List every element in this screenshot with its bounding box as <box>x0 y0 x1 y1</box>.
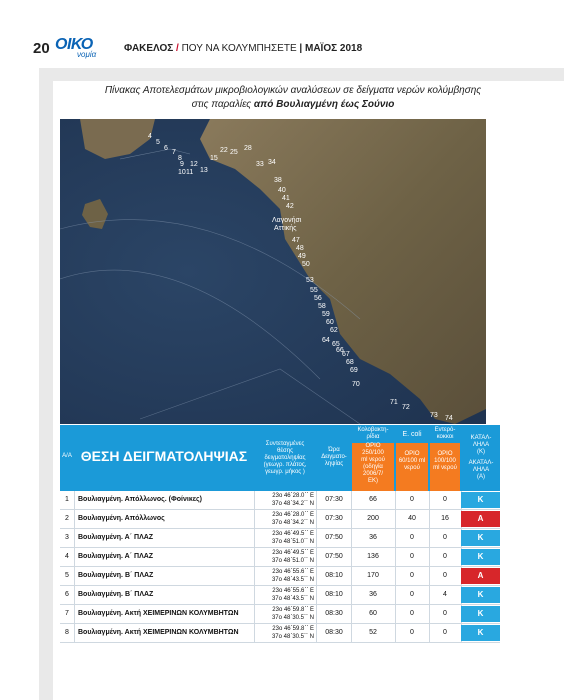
cell-aa: 8 <box>65 629 69 636</box>
column-divider <box>316 510 317 528</box>
breadcrumb-bar: | <box>299 43 303 54</box>
cell-entero: 0 <box>443 496 447 503</box>
title-prefix: στις παραλίες <box>191 99 254 110</box>
cell-longitude: 23ο 46΄55.6΄΄ Ε <box>272 569 314 575</box>
entero-title-line: Εντερό- <box>434 427 456 433</box>
header-ecoli: E. coli <box>402 431 422 438</box>
place-label: Αττικής <box>274 225 297 232</box>
result-badge: Κ <box>461 587 500 603</box>
column-divider <box>74 624 75 642</box>
cell-ecoli: 0 <box>410 572 414 579</box>
cell-coordinates <box>256 530 314 548</box>
cell-name: Βουλιαγμένη. Απόλλωνος <box>78 515 165 522</box>
point-label: 65 <box>332 341 340 348</box>
cell-aa: 5 <box>65 572 69 579</box>
coords-line: (γεωγρ. πλάτος, <box>263 462 307 468</box>
table-row <box>60 624 500 643</box>
cell-longitude: 23ο 46΄49.5΄΄ Ε <box>272 531 314 537</box>
cell-longitude: 23ο 46΄28.0΄΄ Ε <box>272 493 314 499</box>
point-label: 70 <box>352 381 360 388</box>
result-badge: Κ <box>461 625 500 641</box>
column-divider <box>316 624 317 642</box>
point-label: 71 <box>390 399 398 406</box>
cell-coordinates <box>256 549 314 567</box>
header-coords <box>256 441 314 476</box>
point-label: 74 <box>445 415 453 422</box>
table-row <box>60 491 500 510</box>
result-badge: Α <box>461 568 500 584</box>
result-badge: Κ <box>461 492 500 508</box>
cell-time: 07:30 <box>325 515 343 522</box>
point-label: 41 <box>282 195 290 202</box>
point-label: 59 <box>322 311 330 318</box>
cell-coli: 136 <box>367 553 379 560</box>
cell-coordinates <box>256 568 314 586</box>
point-label: 7 <box>172 149 176 156</box>
ecoli-limit-line: ΟΡΙΟ <box>404 451 420 457</box>
header-time <box>318 447 350 468</box>
point-label: 73 <box>430 412 438 419</box>
table-row <box>60 605 500 624</box>
cell-longitude: 23ο 46΄59.8΄΄ Ε <box>272 626 314 632</box>
header-coli <box>352 427 394 441</box>
column-divider <box>74 510 75 528</box>
cell-longitude: 23ο 46΄59.8΄΄ Ε <box>272 607 314 613</box>
result-line: ΚΑΤΑΛ- <box>470 435 492 441</box>
article-panel <box>53 81 564 700</box>
point-label: 67 <box>342 351 350 358</box>
cell-aa: 2 <box>65 515 69 522</box>
cell-latitude: 37ο 48΄51.0΄΄ Ν <box>271 539 314 545</box>
cell-coli: 66 <box>369 496 377 503</box>
page-number: 20 <box>33 40 50 57</box>
result-badge: Κ <box>461 549 500 565</box>
point-label: 50 <box>302 261 310 268</box>
cell-ecoli: 0 <box>410 534 414 541</box>
logo-sub: νομία <box>77 50 97 59</box>
column-divider <box>74 529 75 547</box>
cell-coordinates <box>256 511 314 529</box>
cell-entero: 0 <box>443 572 447 579</box>
column-divider <box>316 586 317 604</box>
point-label: 72 <box>402 404 410 411</box>
cell-entero: 0 <box>443 553 447 560</box>
cell-entero: 4 <box>443 591 447 598</box>
table-row <box>60 586 500 605</box>
coords-line: Συντεταγμένες <box>265 441 305 447</box>
cell-ecoli: 0 <box>410 591 414 598</box>
point-label: 12 <box>190 161 198 168</box>
result-badge: Κ <box>461 606 500 622</box>
cell-time: 07:30 <box>325 496 343 503</box>
satellite-map <box>60 119 486 424</box>
point-label: 9 <box>180 161 184 168</box>
coords-line: δειγματοληψίας <box>264 455 306 461</box>
cell-time: 07:50 <box>325 534 343 541</box>
cell-time: 08:30 <box>325 610 343 617</box>
point-label: 38 <box>274 177 282 184</box>
table-row <box>60 510 500 529</box>
cell-coli: 200 <box>367 515 379 522</box>
result-line: ΛΗΛΑ <box>472 442 490 448</box>
cell-latitude: 37ο 48΄34.2΄΄ Ν <box>271 520 314 526</box>
cell-ecoli: 0 <box>410 496 414 503</box>
point-label: 28 <box>244 145 252 152</box>
point-label: 47 <box>292 237 300 244</box>
cell-time: 08:10 <box>325 591 343 598</box>
result-line: ΑΚΑΤΑΛ- <box>468 460 494 466</box>
coli-limit-line: 250/100 <box>362 450 384 456</box>
entero-limit <box>430 443 460 491</box>
section-label: ΦΑΚΕΛΟΣ <box>124 43 174 54</box>
entero-limit-line: ml νερού <box>433 465 457 471</box>
cell-aa: 6 <box>65 591 69 598</box>
cell-name: Βουλιαγμένη. Α΄ ΠΛΑΖ <box>78 534 154 541</box>
coli-title-line: ρίδια <box>366 434 380 440</box>
coli-title-line: Κολοβακτη- <box>357 427 389 433</box>
cell-name: Βουλιαγμένη. Απόλλωνος. (Φοίνικες) <box>78 496 203 503</box>
point-label: 66 <box>336 347 344 354</box>
point-label: 4 <box>148 133 152 140</box>
cell-coordinates <box>256 492 314 510</box>
cell-entero: 0 <box>443 610 447 617</box>
point-label: 22 <box>220 147 228 154</box>
breadcrumb <box>124 43 362 54</box>
coli-limit-line: ΟΡΙΟ <box>365 443 381 449</box>
column-divider <box>74 548 75 566</box>
cell-coli: 170 <box>367 572 379 579</box>
cell-name: Βουλιαγμένη. Ακτή ΧΕΙΜΕΡΙΝΩΝ ΚΟΛΥΜΒΗΤΩΝ <box>78 629 239 636</box>
column-divider <box>316 605 317 623</box>
column-divider <box>316 548 317 566</box>
header-result <box>462 435 500 481</box>
time-line: Δειγματο- <box>321 454 347 460</box>
ecoli-limit-line: 60/100 ml <box>398 458 426 464</box>
result-badge: Α <box>461 511 500 527</box>
cell-coli: 60 <box>369 610 377 617</box>
cell-aa: 4 <box>65 553 69 560</box>
table-title-line2 <box>53 99 533 110</box>
point-label: 69 <box>350 367 358 374</box>
point-label: 34 <box>268 159 276 166</box>
cell-coli: 36 <box>369 534 377 541</box>
point-label: 58 <box>318 303 326 310</box>
cell-latitude: 37ο 48΄43.5΄΄ Ν <box>271 596 314 602</box>
cell-entero: 16 <box>441 515 449 522</box>
result-line: (Κ) <box>477 449 485 455</box>
table-title-line1: Πίνακας Αποτελεσμάτων μικροβιολογικών αναλύσεων σε δείγματα νερών κολύμβησης <box>104 85 482 96</box>
cell-name: Βουλιαγμένη. Ακτή ΧΕΙΜΕΡΙΝΩΝ ΚΟΛΥΜΒΗΤΩΝ <box>78 610 239 617</box>
ecoli-limit-line: νερού <box>404 465 420 471</box>
point-label: 56 <box>314 295 322 302</box>
table-row <box>60 567 500 586</box>
entero-title-line: κοκκοι <box>436 434 454 440</box>
ecoli-limit <box>396 443 428 491</box>
coords-line: θέσης <box>277 448 293 454</box>
coli-limit-line: ml νερού <box>361 457 385 463</box>
header-aa: Α/Α <box>62 453 72 459</box>
point-label: 5 <box>156 139 160 146</box>
coords-line: γεωγρ. μήκος ) <box>265 469 305 475</box>
point-label: 62 <box>330 327 338 334</box>
point-label: 25 <box>230 149 238 156</box>
cell-name: Βουλιαγμένη. Α΄ ΠΛΑΖ <box>78 553 154 560</box>
result-line: ΛΗΛΑ <box>472 467 490 473</box>
topic-label: ΠΟΥ ΝΑ ΚΟΛΥΜΠΗΣΕΤΕ <box>181 43 297 54</box>
point-label: 33 <box>256 161 264 168</box>
place-label: Λαγονήσι <box>272 217 302 224</box>
cell-ecoli: 0 <box>410 610 414 617</box>
cell-latitude: 37ο 48΄43.5΄΄ Ν <box>271 577 314 583</box>
cell-aa: 1 <box>65 496 69 503</box>
coli-limit <box>352 443 394 491</box>
point-label: 60 <box>326 319 334 326</box>
cell-coli: 52 <box>369 629 377 636</box>
entero-limit-line: ΟΡΙΟ <box>437 451 453 457</box>
table-row <box>60 548 500 567</box>
column-divider <box>74 491 75 509</box>
cell-longitude: 23ο 46΄49.5΄΄ Ε <box>272 550 314 556</box>
cell-latitude: 37ο 48΄30.5΄΄ Ν <box>271 634 314 640</box>
point-label: 15 <box>210 155 218 162</box>
point-label: 13 <box>200 167 208 174</box>
issue-date: ΜΑΪΟΣ 2018 <box>305 43 363 54</box>
title-bold: από Βουλιαγμένη έως Σούνιο <box>253 99 395 110</box>
cell-time: 08:30 <box>325 629 343 636</box>
table-row <box>60 529 500 548</box>
breadcrumb-slash: / <box>176 43 179 54</box>
column-divider <box>74 567 75 585</box>
cell-ecoli: 0 <box>410 553 414 560</box>
time-line: ληψίας <box>324 461 344 467</box>
header-thesi: ΘΕΣΗ ΔΕΙΓΜΑΤΟΛΗΨΙΑΣ <box>80 448 248 464</box>
column-divider <box>316 491 317 509</box>
cell-aa: 3 <box>65 534 69 541</box>
cell-latitude: 37ο 48΄51.0΄΄ Ν <box>271 558 314 564</box>
coli-limit-line: (οδηγία <box>363 464 383 470</box>
column-divider <box>316 567 317 585</box>
column-divider <box>74 605 75 623</box>
entero-limit-line: 100/100 <box>434 458 456 464</box>
cell-time: 08:10 <box>325 572 343 579</box>
header-entero <box>430 427 460 441</box>
page-header <box>0 0 564 66</box>
cell-ecoli: 0 <box>410 629 414 636</box>
cell-longitude: 23ο 46΄55.6΄΄ Ε <box>272 588 314 594</box>
coli-limit-line: 2006/7/ <box>362 471 384 477</box>
column-divider <box>74 586 75 604</box>
result-line: (Α) <box>477 474 485 480</box>
coli-limit-line: ΕΚ) <box>367 478 378 484</box>
cell-entero: 0 <box>443 534 447 541</box>
point-label: 53 <box>306 277 314 284</box>
point-label: 10 <box>178 169 186 176</box>
point-label: 42 <box>286 203 294 210</box>
logo-main: ΟΙΚΟ <box>55 36 93 53</box>
point-label: 40 <box>278 187 286 194</box>
cell-longitude: 23ο 46΄28.0΄΄ Ε <box>272 512 314 518</box>
cell-coordinates <box>256 625 314 643</box>
point-label: 8 <box>178 155 182 162</box>
cell-ecoli: 40 <box>408 515 416 522</box>
result-badge: Κ <box>461 530 500 546</box>
point-label: 48 <box>296 245 304 252</box>
magazine-logo <box>55 36 103 58</box>
cell-entero: 0 <box>443 629 447 636</box>
cell-coordinates <box>256 606 314 624</box>
article-frame <box>39 68 564 700</box>
time-line: Ώρα <box>328 447 340 453</box>
point-label: 55 <box>310 287 318 294</box>
point-label: 6 <box>164 145 168 152</box>
cell-latitude: 37ο 48΄34.2΄΄ Ν <box>271 501 314 507</box>
cell-aa: 7 <box>65 610 69 617</box>
point-label: 68 <box>346 359 354 366</box>
column-divider <box>316 529 317 547</box>
cell-name: Βουλιαγμένη. Β΄ ΠΛΑΖ <box>78 591 154 598</box>
point-label: 64 <box>322 337 330 344</box>
cell-coordinates <box>256 587 314 605</box>
cell-time: 07:50 <box>325 553 343 560</box>
point-label: 49 <box>298 253 306 260</box>
cell-name: Βουλιαγμένη. Β΄ ΠΛΑΖ <box>78 572 154 579</box>
point-label: 11 <box>186 169 194 176</box>
cell-coli: 36 <box>369 591 377 598</box>
cell-latitude: 37ο 48΄30.5΄΄ Ν <box>271 615 314 621</box>
table-header <box>60 425 500 491</box>
